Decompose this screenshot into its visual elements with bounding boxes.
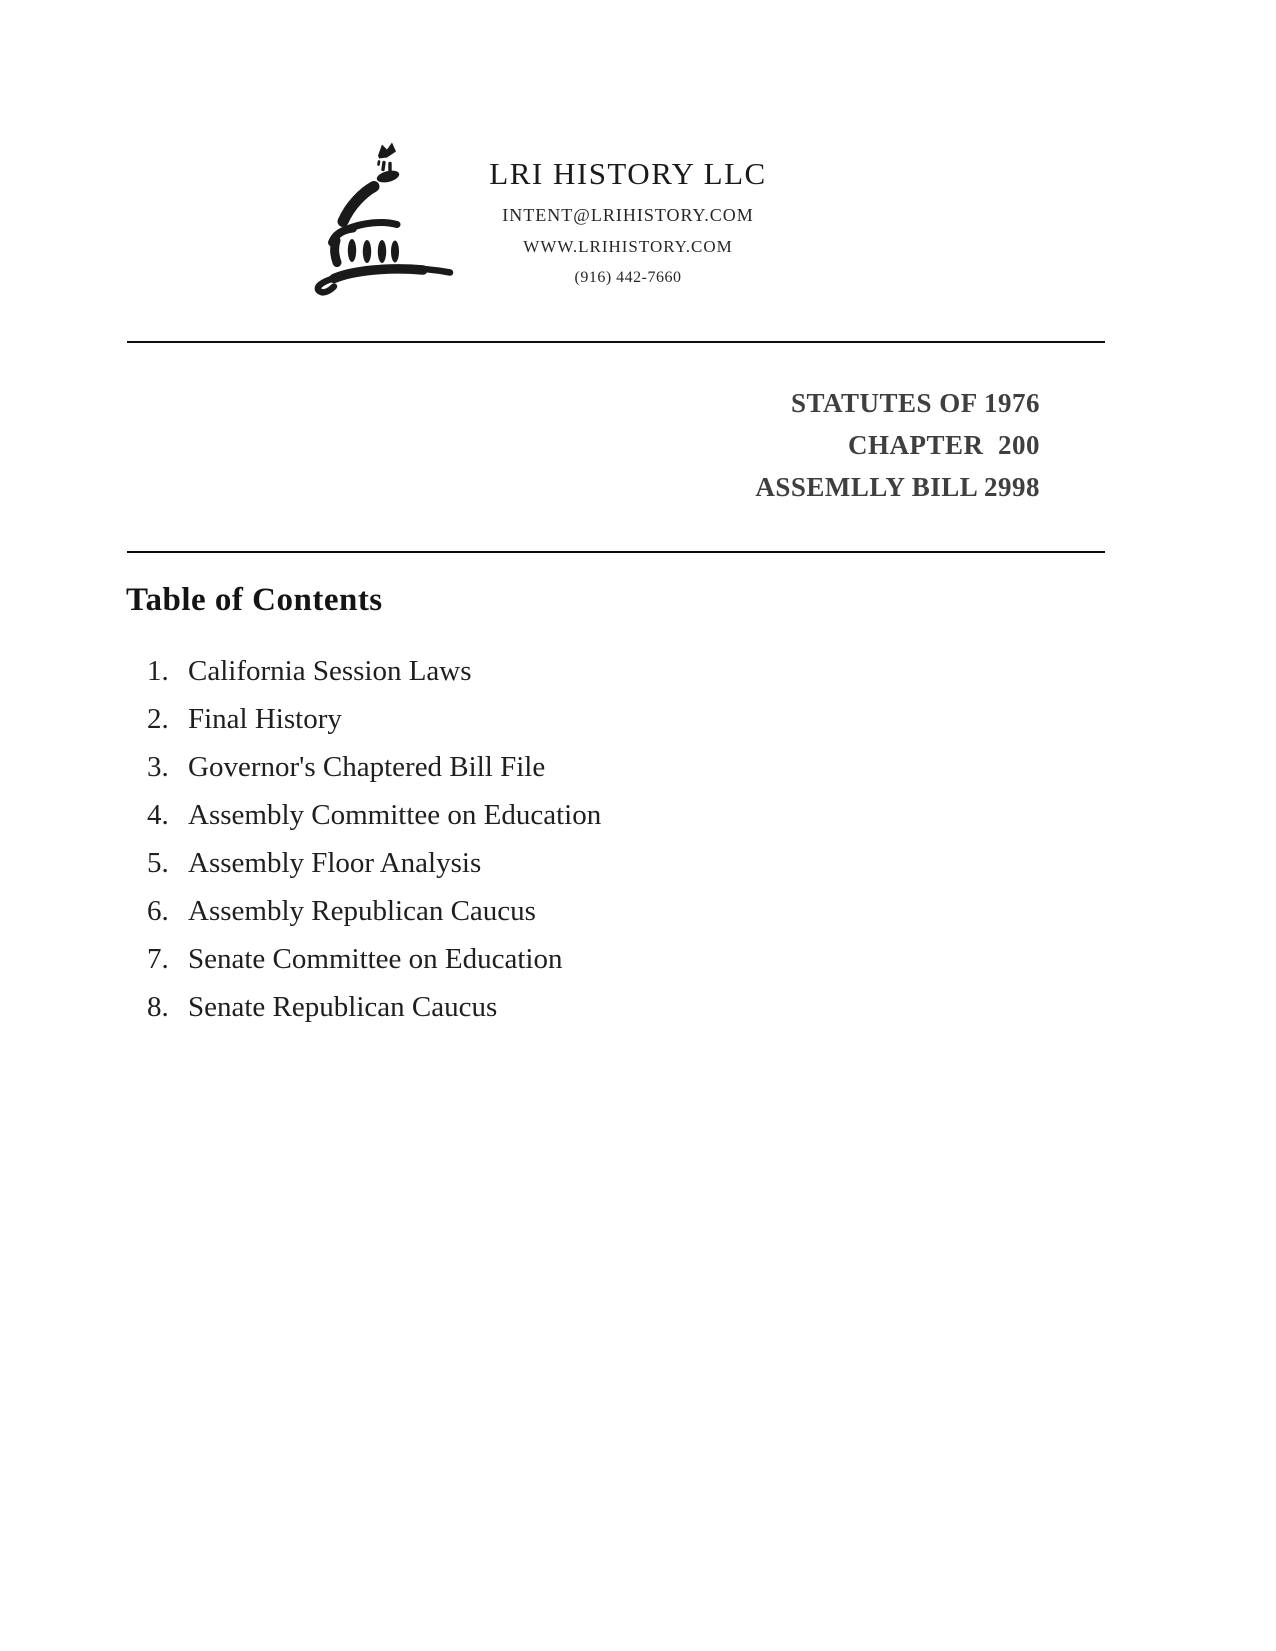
toc-title: Table of Contents (126, 582, 383, 618)
statutes-line: STATUTES OF 1976 (790, 388, 1040, 418)
toc-item-number: 5. (147, 846, 169, 879)
toc-item-number: 1. (147, 654, 169, 687)
toc-item-label: Governor's Chaptered Bill File (188, 750, 546, 783)
bill-reference (755, 382, 1040, 508)
toc-item-label: Assembly Republican Caucus (188, 894, 536, 927)
toc-item-6 (147, 887, 601, 935)
toc-item-number: 8. (147, 990, 169, 1023)
chapter-line: CHAPTER 200 (847, 430, 1040, 460)
toc-list (147, 647, 601, 1031)
toc-item-4 (147, 791, 601, 839)
toc-item-number: 3. (147, 750, 169, 783)
company-phone: (916) 442-7660 (574, 269, 682, 286)
divider-top (127, 341, 1105, 343)
letterhead (378, 156, 878, 287)
toc-item-label: Senate Committee on Education (188, 942, 563, 975)
toc-item-7 (147, 935, 601, 983)
toc-item-8 (147, 983, 601, 1031)
toc-item-number: 2. (147, 702, 169, 735)
toc-item-label: Final History (188, 702, 342, 735)
toc-item-1 (147, 647, 601, 695)
company-email: INTENT@LRIHISTORY.COM (502, 205, 754, 225)
toc-item-number: 7. (147, 942, 169, 975)
company-website: WWW.LRIHISTORY.COM (523, 237, 733, 256)
toc-item-label: Assembly Committee on Education (188, 798, 602, 831)
company-name: LRI HISTORY LLC (489, 156, 767, 191)
toc-item-label: Assembly Floor Analysis (188, 846, 482, 879)
toc-item-5 (147, 839, 601, 887)
toc-item-label: Senate Republican Caucus (188, 990, 498, 1023)
toc-item-number: 4. (147, 798, 169, 831)
toc-item-number: 6. (147, 894, 169, 927)
divider-bottom (127, 551, 1105, 553)
toc-item-3 (147, 743, 601, 791)
assembly-bill-line: ASSEMLLY BILL 2998 (755, 472, 1040, 502)
toc-item-2 (147, 695, 601, 743)
toc-item-label: California Session Laws (188, 654, 472, 687)
